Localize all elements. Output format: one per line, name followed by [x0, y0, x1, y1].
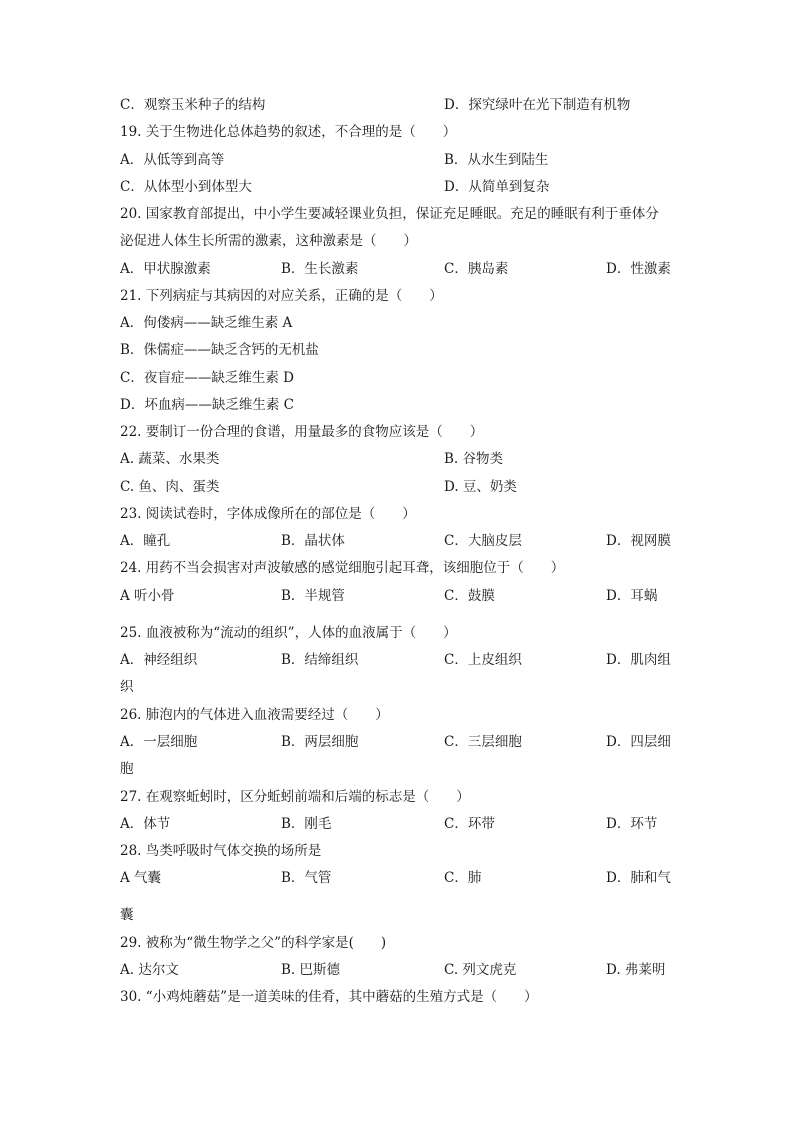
- q21-option-b: B．侏儒症——缺乏含钙的无机盐: [120, 342, 319, 358]
- q23-option-a: A．瞳孔: [120, 533, 171, 549]
- q28-option-c: C．肺: [444, 870, 482, 886]
- q24-stem: 24. 用药不当会损害对声波敏感的感觉细胞引起耳聋，该细胞位于（ ）: [120, 560, 565, 576]
- q22-option-c: C. 鱼、肉、蛋类: [120, 479, 220, 495]
- q29-option-a: A. 达尔文: [120, 962, 179, 978]
- q29-option-d: D. 弗莱明: [606, 962, 666, 978]
- q25-option-c: C．上皮组织: [444, 652, 522, 668]
- q22-stem: 22. 要制订一份合理的食谱，用量最多的食物应该是（ ）: [120, 424, 484, 440]
- q23-stem: 23. 阅读试卷时，字体成像所在的部位是（ ）: [120, 506, 416, 522]
- q27-option-a: A．体节: [120, 816, 171, 832]
- q20-option-d: D．性激素: [606, 261, 671, 277]
- q18-option-c: C．观察玉米种子的结构: [120, 97, 266, 113]
- q22-option-b: B. 谷物类: [444, 451, 504, 467]
- q22-option-d: D. 豆、奶类: [444, 479, 517, 495]
- q27-option-b: B．刚毛: [281, 816, 332, 832]
- q21-option-a: A．佝偻病——缺乏维生素 A: [120, 315, 293, 331]
- q29-option-c: C. 列文虎克: [444, 962, 517, 978]
- q28-option-d: D．肺和气: [606, 870, 671, 886]
- q21-option-c: C．夜盲症——缺乏维生素 D: [120, 370, 294, 386]
- q23-option-c: C．大脑皮层: [444, 533, 522, 549]
- q25-option-d-wrap: 织: [120, 679, 134, 695]
- q25-option-a: A．神经组织: [120, 652, 198, 668]
- q19-option-d: D．从简单到复杂: [444, 179, 550, 195]
- q28-option-a: A 气囊: [120, 870, 162, 886]
- q26-option-b: B．两层细胞: [281, 734, 359, 750]
- q20-option-c: C．胰岛素: [444, 261, 509, 277]
- q27-option-d: D．环节: [606, 816, 658, 832]
- q26-stem: 26. 肺泡内的气体进入血液需要经过（ ）: [120, 707, 389, 723]
- q25-option-d: D．肌肉组: [606, 652, 671, 668]
- q21-option-d: D．坏血病——缺乏维生素 C: [120, 397, 294, 413]
- q30-stem: 30. “小鸡炖蘑菇”是一道美味的佳肴，其中蘑菇的生殖方式是（ ）: [120, 989, 538, 1005]
- q26-option-a: A．一层细胞: [120, 734, 198, 750]
- q26-option-d: D．四层细: [606, 734, 671, 750]
- q18-option-d: D．探究绿叶在光下制造有机物: [444, 97, 631, 113]
- q19-stem: 19. 关于生物进化总体趋势的叙述，不合理的是（ ）: [120, 124, 457, 140]
- q21-stem: 21. 下列病症与其病因的对应关系，正确的是（ ）: [120, 288, 443, 304]
- q22-option-a: A. 蔬菜、水果类: [120, 451, 220, 467]
- q19-option-b: B．从水生到陆生: [444, 152, 549, 168]
- q23-option-b: B．晶状体: [281, 533, 345, 549]
- q23-option-d: D．视网膜: [606, 533, 671, 549]
- q29-option-b: B. 巴斯德: [281, 962, 341, 978]
- q20-stem-line2: 泌促进人体生长所需的激素，这种激素是（ ）: [120, 233, 417, 249]
- q26-option-c: C．三层细胞: [444, 734, 522, 750]
- q26-option-d-wrap: 胞: [120, 761, 134, 777]
- q27-stem: 27. 在观察蚯蚓时，区分蚯蚓前端和后端的标志是（ ）: [120, 789, 470, 805]
- q28-stem: 28. 鸟类呼吸时气体交换的场所是: [120, 843, 322, 859]
- q20-stem-line1: 20. 国家教育部提出，中小学生要减轻课业负担，保证充足睡眠。充足的睡眠有利于垂体分: [120, 206, 659, 222]
- q28-option-d-wrap: 囊: [120, 907, 134, 923]
- q24-option-c: C．鼓膜: [444, 588, 495, 604]
- q24-option-d: D．耳蜗: [606, 588, 658, 604]
- q24-option-b: B．半规管: [281, 588, 345, 604]
- q28-option-b: B．气管: [281, 870, 332, 886]
- q19-option-a: A．从低等到高等: [120, 152, 225, 168]
- q24-option-a: A 听小骨: [120, 588, 175, 604]
- q29-stem: 29. 被称为“微生物学之父”的科学家是( ): [120, 935, 387, 951]
- q25-stem: 25. 血液被称为“流动的组织”，人体的血液属于（ ）: [120, 625, 457, 641]
- q19-option-c: C．从体型小到体型大: [120, 179, 252, 195]
- q20-option-b: B．生长激素: [281, 261, 359, 277]
- q20-option-a: A．甲状腺激素: [120, 261, 211, 277]
- q25-option-b: B．结缔组织: [281, 652, 359, 668]
- q27-option-c: C．环带: [444, 816, 495, 832]
